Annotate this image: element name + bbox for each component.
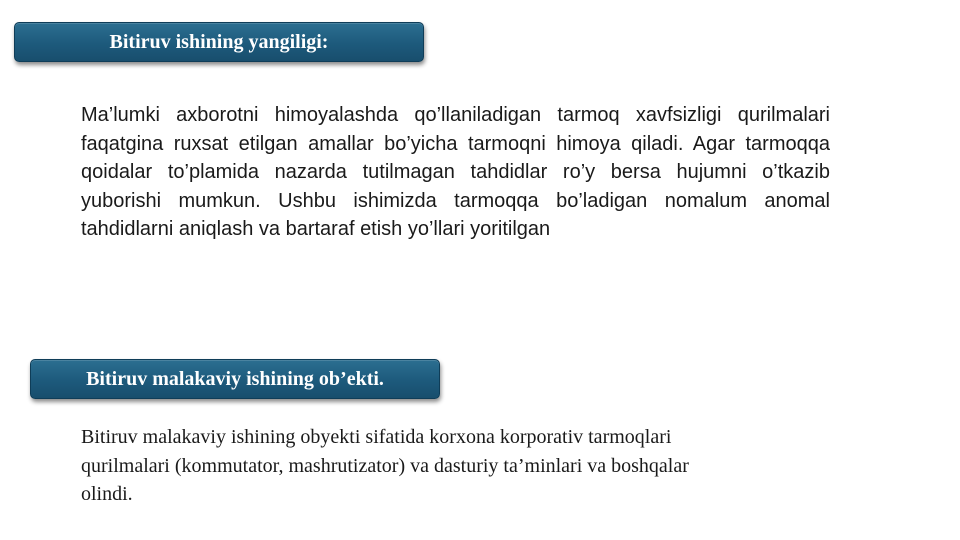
object-heading	[30, 359, 440, 399]
novelty-heading	[14, 22, 424, 62]
object-paragraph: Bitiruv malakaviy ishining obyekti sifatida korxona korporativ tarmoqlari qurilmalari (kommutator, mashrutizator) va dasturiy ta’minlari va boshqalar olindi.	[81, 426, 689, 505]
object-heading-text: Bitiruv malakaviy ishining ob’ekti.	[86, 367, 384, 390]
novelty-heading-text: Bitiruv ishining yangiligi:	[109, 30, 329, 53]
novelty-paragraph: Ma’lumki axborotni himoyalashda qo’llaniladigan tarmoq xavfsizligi qurilmalari faqatgina ruxsat etilgan amallar bo’yicha tarmoqni himoya qiladi. Agar tarmoqqa qoidalar to’plamida nazarda tutilmagan tahdidlar ro’y bersa hujumni o’tkazib yuborishi mumkun. Ushbu ishimizda tarmoqqa bo’ladigan nomalum anomal tahdidlarni aniqlash va bartaraf etish yo’llari yoritilgan	[81, 104, 830, 240]
